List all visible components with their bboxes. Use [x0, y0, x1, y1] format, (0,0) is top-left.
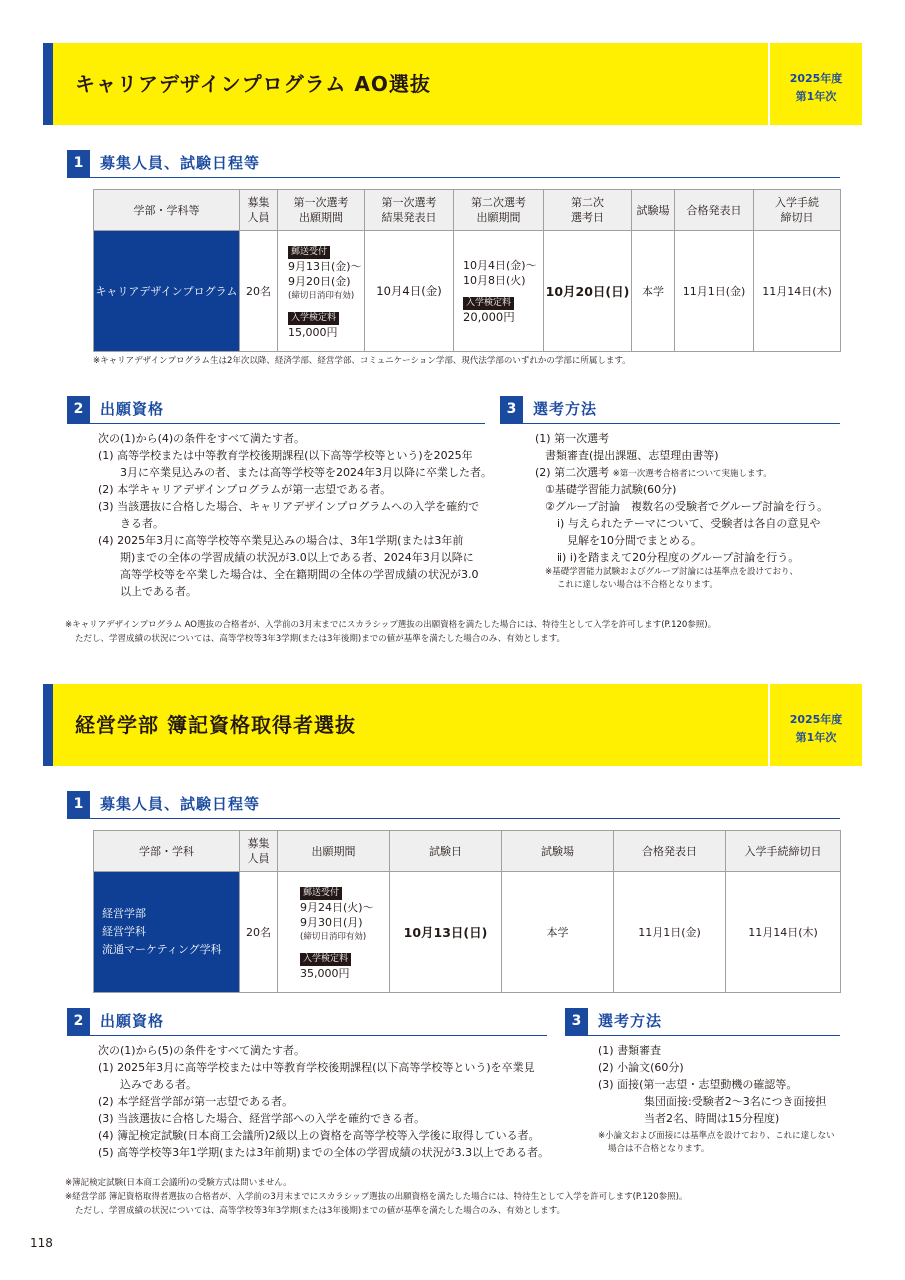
period-from: 10月4日(金)～	[463, 258, 537, 272]
dept-cell	[94, 872, 240, 993]
dept-line: 経営学部	[102, 907, 146, 920]
section2-year: 2025年度	[789, 713, 843, 726]
period2-cell	[454, 231, 544, 352]
deadline-cell: 11月14日(木)	[754, 231, 841, 352]
text-line: 当者2名、時間は15分程度)	[644, 1112, 780, 1125]
text-line: 集団面接:受験者2～3名につき面接担	[644, 1095, 827, 1108]
fee-value: 15,000円	[288, 325, 338, 339]
text-line: (2) 本学キャリアデザインプログラムが第一志望である者。	[98, 483, 392, 496]
postmark-note: (締切日消印有効)	[288, 290, 355, 301]
heading-number: 3	[500, 396, 523, 423]
dept-line: 流通マーケティング学科	[102, 943, 222, 956]
col-header: 第二次選考 出願期間	[454, 190, 544, 231]
pass-date-cell: 11月1日(金)	[675, 231, 754, 352]
section2-method-text	[598, 1042, 858, 1156]
period-to: 9月20日(金)	[288, 274, 351, 288]
col-header: 学部・学科等	[94, 190, 240, 231]
deadline-cell: 11月14日(木)	[726, 872, 841, 993]
period1-cell	[278, 231, 365, 352]
period-cell	[278, 872, 390, 993]
section1-banner	[43, 43, 862, 125]
text-line: ①基礎学習能力試験(60分)	[545, 483, 677, 496]
method-note: これに達しない場合は不合格となります。	[557, 580, 718, 590]
col-header: 学部・学科	[94, 831, 240, 872]
postmark-note: (締切日消印有効)	[300, 931, 367, 942]
section1-footnote: ただし、学習成績の状況については、高等学校等3年3学期(または3年後期)までの値が基準を満たした場合のみ、有効とします。	[75, 634, 566, 644]
section2-eligibility-text	[98, 1042, 558, 1161]
dept-line: 経営学科	[102, 925, 146, 938]
text-line: (3) 当該選抜に合格した場合、経営学部への入学を確約できる者。	[98, 1112, 426, 1125]
text-line: 次の(1)から(4)の条件をすべて満たす者。	[98, 432, 305, 445]
text-line: 3月に卒業見込みの者、または高等学校等を2024年3月以降に卒業した者。	[120, 466, 492, 479]
method-note: ※小論文および面接には基準点を設けており、これに達しない	[598, 1131, 835, 1141]
heading-number: 2	[67, 396, 90, 423]
capacity-cell: 20名	[240, 231, 278, 352]
text-line: (4) 2025年3月に高等学校等卒業見込みの場合は、3年1学期(または3年前	[98, 534, 464, 547]
text-line: ②グループ討論 複数名の受験者でグループ討論を行う。	[545, 500, 829, 513]
text-line: (1) 高等学校または中等教育学校後期課程(以下高等学校等という)を2025年	[98, 449, 473, 462]
venue-cell: 本学	[502, 872, 614, 993]
table-header-row	[94, 831, 841, 872]
text-line: 見解を10分間でまとめる。	[567, 534, 702, 547]
text-line: 以上である者。	[120, 585, 197, 598]
col-header: 入学手続締切日	[726, 831, 841, 872]
col-header: 試験場	[632, 190, 675, 231]
heading-label: 出願資格	[100, 1012, 165, 1030]
col-header: 入学手続 締切日	[754, 190, 841, 231]
text-line: ⅱ) ⅰ)を踏まえて20分程度のグループ討論を行う。	[557, 551, 800, 564]
period-to: 10月8日(火)	[463, 273, 526, 287]
heading-number: 2	[67, 1008, 90, 1035]
table-row	[94, 231, 841, 352]
section1-schedule-heading	[67, 150, 840, 178]
banner-accent-bar	[43, 684, 53, 766]
table-row	[94, 872, 841, 993]
inline-note: ※第一次選考合格者について実施します。	[612, 469, 772, 479]
section2-method-heading	[565, 1008, 840, 1036]
heading-number: 1	[67, 150, 90, 177]
section1-year-sub: 第1年次	[795, 90, 837, 103]
venue-cell: 本学	[632, 231, 675, 352]
col-header: 第一次選考 出願期間	[278, 190, 365, 231]
method-note: 場合は不合格となります。	[608, 1144, 710, 1154]
text-line: (2) 第二次選考 ※第一次選考合格者について実施します。	[535, 466, 772, 479]
text-line: (1) 書類審査	[598, 1044, 662, 1057]
section1-method-text	[535, 430, 855, 592]
page-number: 118	[30, 1236, 53, 1250]
text-line: (2) 本学経営学部が第一志望である者。	[98, 1095, 294, 1108]
section1-title: キャリアデザインプログラム AO選抜	[75, 72, 431, 96]
exam-date-cell: 10月13日(日)	[390, 872, 502, 993]
section1-year-box	[768, 43, 862, 125]
section2-footnote: ただし、学習成績の状況については、高等学校等3年3学期(または3年後期)までの値が基準を満たした場合のみ、有効とします。	[75, 1206, 566, 1216]
fee-tag: 入学検定料	[288, 312, 339, 325]
text-line: (2) 小論文(60分)	[598, 1061, 684, 1074]
text-line: (4) 簿記検定試験(日本商工会議所)2級以上の資格を高等学校等入学後に取得している者。	[98, 1129, 540, 1142]
result1-date-cell: 10月4日(金)	[365, 231, 454, 352]
text-line: 次の(1)から(5)の条件をすべて満たす者。	[98, 1044, 305, 1057]
text-line: 高等学校等を卒業した場合は、全在籍期間の全体の学習成績の状況が3.0	[120, 568, 479, 581]
table-footnote: ※キャリアデザインプログラム生は2年次以降、経済学部、経営学部、コミュニケーション学部、現代法学部のいずれかの学部に所属します。	[93, 356, 631, 366]
section2-footnote: ※経営学部 簿記資格取得者選抜の合格者が、入学前の3月末までにスカラシップ選抜の出願資格を満たした場合には、特待生として入学を許可します(P.120参照)。	[65, 1192, 688, 1202]
heading-number: 1	[67, 791, 90, 818]
section1-eligibility-text	[98, 430, 493, 600]
text-line: 込みである者。	[120, 1078, 197, 1091]
dept-cell: キャリアデザインプログラム	[94, 231, 240, 352]
period-from: 9月13日(金)～	[288, 259, 362, 273]
heading-label: 募集人員、試験日程等	[100, 795, 261, 813]
text-line: きる者。	[120, 517, 164, 530]
period-to: 9月30日(月)	[300, 915, 363, 929]
text-line: (5) 高等学校等3年1学期(または3年前期)までの全体の学習成績の状況が3.3以上である者。	[98, 1146, 550, 1159]
text-line: (1) 第一次選考	[535, 432, 610, 445]
col-header: 第一次選考 結果発表日	[365, 190, 454, 231]
col-header: 試験場	[502, 831, 614, 872]
col-header: 募集 人員	[240, 190, 278, 231]
text-line: (3) 面接(第一志望・志望動機の確認等。	[598, 1078, 798, 1091]
method-note: ※基礎学習能力試験およびグループ討論には基準点を設けており、	[545, 567, 798, 577]
col-header: 第二次 選考日	[544, 190, 632, 231]
heading-label: 選考方法	[533, 400, 598, 418]
table-header-row	[94, 190, 841, 231]
section1-eligibility-heading	[67, 396, 485, 424]
col-header: 出願期間	[278, 831, 390, 872]
section2-footnote: ※簿記検定試験(日本商工会議所)の受験方式は問いません。	[65, 1178, 292, 1188]
section2-schedule-heading	[67, 791, 840, 819]
section1-method-heading	[500, 396, 840, 424]
section1-year: 2025年度	[789, 72, 843, 85]
section2-year-sub: 第1年次	[795, 731, 837, 744]
heading-number: 3	[565, 1008, 588, 1035]
fee-tag: 入学検定料	[463, 297, 514, 310]
heading-label: 募集人員、試験日程等	[100, 154, 261, 172]
section2-schedule-table	[93, 830, 841, 993]
section2-year-box	[768, 684, 862, 766]
section2-eligibility-heading	[67, 1008, 547, 1036]
section1-footnote: ※キャリアデザインプログラム AO選抜の合格者が、入学前の3月末までにスカラシップ選抜の出願資格を満たした場合には、特待生として入学を許可します(P.120参照)。	[65, 620, 717, 630]
fee-value: 20,000円	[463, 309, 515, 324]
banner-accent-bar	[43, 43, 53, 125]
heading-label: 出願資格	[100, 400, 165, 418]
col-header: 募集 人員	[240, 831, 278, 872]
exam2-date-cell: 10月20日(日)	[544, 231, 632, 352]
text-line: (1) 2025年3月に高等学校または中等教育学校後期課程(以下高等学校等という)を卒業見	[98, 1061, 535, 1074]
col-header: 試験日	[390, 831, 502, 872]
text-line: (3) 当該選抜に合格した場合、キャリアデザインプログラムへの入学を確約で	[98, 500, 480, 513]
text-line: 期)までの全体の学習成績の状況が3.0以上である者、2024年3月以降に	[120, 551, 474, 564]
heading-label: 選考方法	[598, 1012, 663, 1030]
period-from: 9月24日(火)～	[300, 900, 374, 914]
col-header: 合格発表日	[675, 190, 754, 231]
fee-value: 35,000円	[300, 966, 350, 980]
mail-tag: 郵送受付	[288, 246, 330, 259]
text-line: 書類審査(提出課題、志望理由書等)	[545, 449, 719, 462]
mail-tag: 郵送受付	[300, 887, 342, 900]
section1-schedule-table	[93, 189, 841, 352]
section2-title: 経営学部 簿記資格取得者選抜	[75, 713, 356, 737]
text-line: ⅰ) 与えられたテーマについて、受験者は各自の意見や	[557, 517, 821, 530]
pass-date-cell: 11月1日(金)	[614, 872, 726, 993]
fee-tag: 入学検定料	[300, 953, 351, 966]
col-header: 合格発表日	[614, 831, 726, 872]
section2-banner	[43, 684, 862, 766]
capacity-cell: 20名	[240, 872, 278, 993]
